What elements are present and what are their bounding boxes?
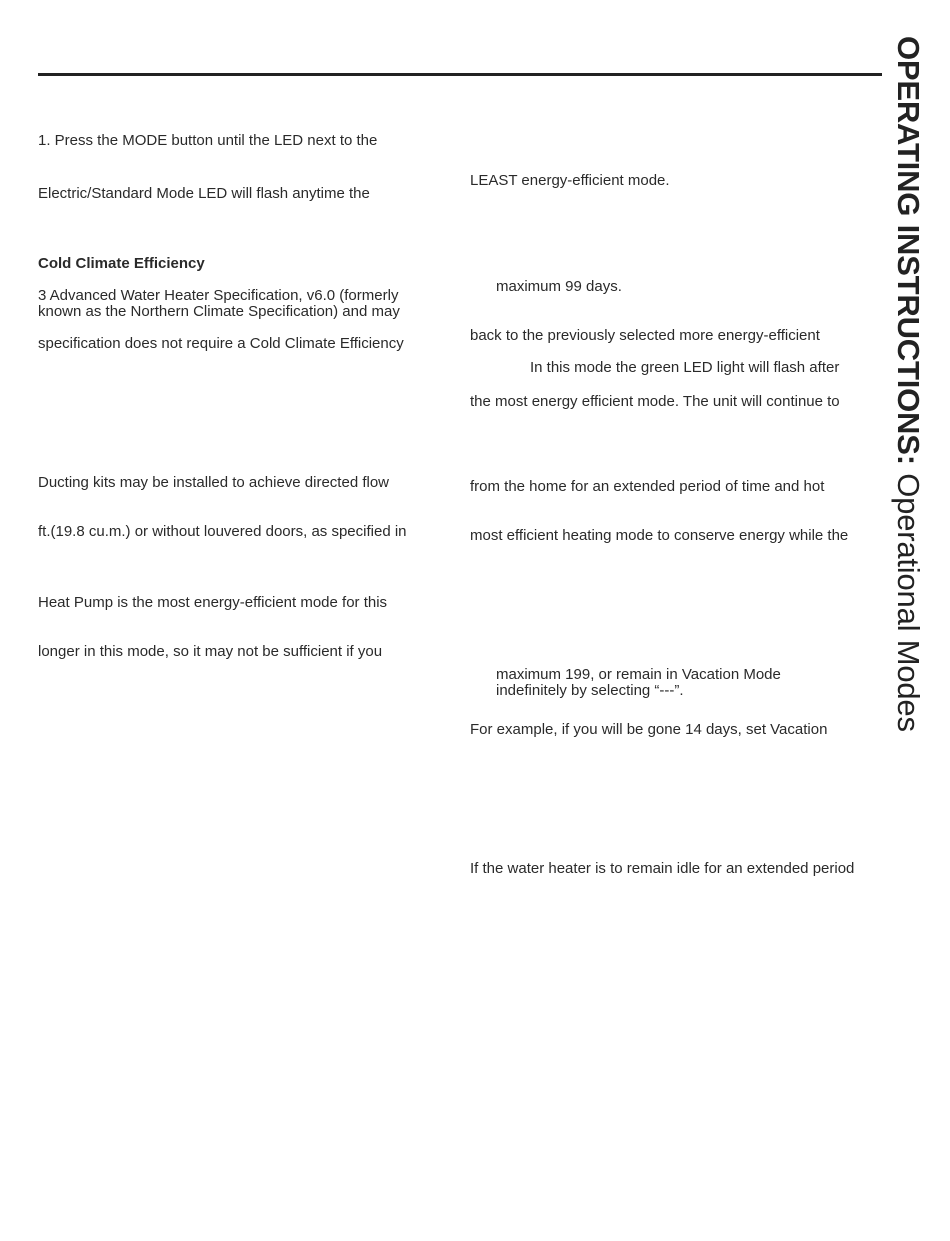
text-line: LEAST energy-efficient mode. bbox=[470, 172, 670, 189]
text-line: Ducting kits may be installed to achieve directed flow bbox=[38, 474, 390, 491]
text-line: ft.(19.8 cu.m.) or without louvered doors, as specified in bbox=[38, 523, 407, 540]
text-line: from the home for an extended period of time and hot bbox=[470, 478, 825, 495]
text-line: most efficient heating mode to conserve energy while the bbox=[470, 527, 849, 544]
text-line: 3 Advanced Water Heater Specification, v6.0 (formerly bbox=[38, 287, 399, 304]
side-title-light: Operational Modes bbox=[891, 464, 926, 732]
text-line: longer in this mode, so it may not be sufficient if you bbox=[38, 643, 383, 660]
text-line: known as the Northern Climate Specification) and may bbox=[38, 303, 400, 320]
text-line: 1. Press the MODE button until the LED next to the bbox=[38, 132, 378, 149]
header-rule bbox=[38, 73, 882, 76]
text-line: Heat Pump is the most energy-efficient mode for this bbox=[38, 594, 388, 611]
text-line: the most energy efficient mode. The unit will continue to bbox=[470, 393, 840, 410]
section-heading: Cold Climate Efficiency bbox=[38, 255, 205, 272]
text-line: If the water heater is to remain idle for an extended period bbox=[470, 860, 855, 877]
side-title bbox=[891, 36, 925, 732]
side-title-bold: OPERATING INSTRUCTIONS: bbox=[891, 36, 926, 465]
text-line: specification does not require a Cold Climate Efficiency bbox=[38, 335, 404, 352]
text-line: indefinitely by selecting “---”. bbox=[496, 682, 684, 699]
text-line: For example, if you will be gone 14 days, set Vacation bbox=[470, 721, 828, 738]
text-line: Electric/Standard Mode LED will flash anytime the bbox=[38, 185, 370, 202]
text-line: maximum 199, or remain in Vacation Mode bbox=[496, 666, 781, 683]
text-line: In this mode the green LED light will flash after bbox=[530, 359, 840, 376]
text-line: maximum 99 days. bbox=[496, 278, 622, 295]
text-line: back to the previously selected more energy-efficient bbox=[470, 327, 820, 344]
